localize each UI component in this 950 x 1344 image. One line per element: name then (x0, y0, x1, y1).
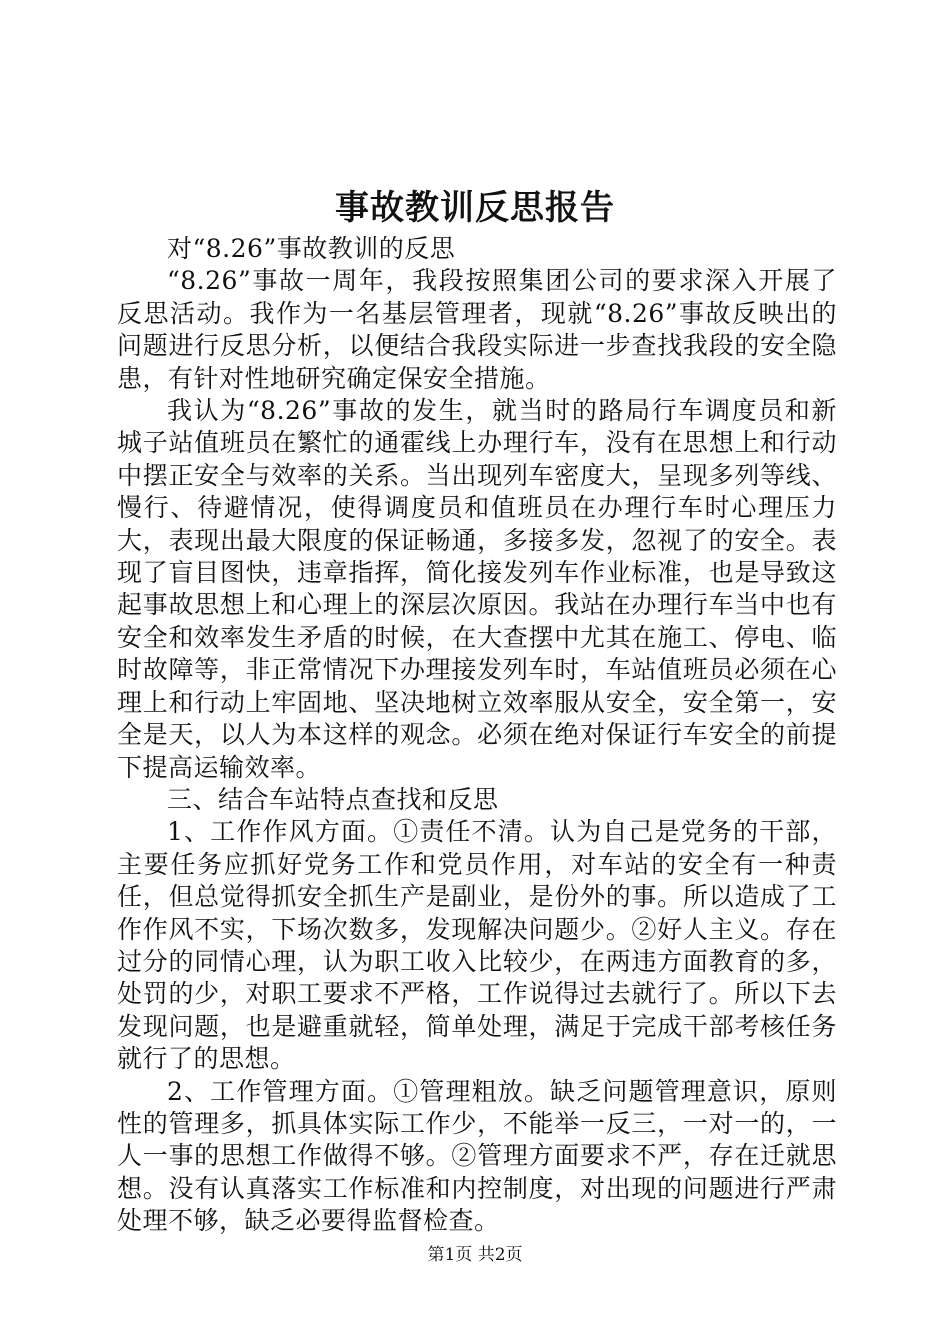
body-paragraph: “8.26”事故一周年，我段按照集团公司的要求深入开展了反思活动。我作为一名基层管理者，现就“8.26”事故反映出的问题进行反思分析，以便结合我段实际进一步查找我段的安全隐患，有针对性地研究确定保安全措施。 (117, 266, 837, 393)
page-title: 事故教训反思报告 (335, 188, 615, 228)
body-paragraph: 2、工作管理方面。①管理粗放。缺乏问题管理意识，原则性的管理多，抓具体实际工作少，不能举一反三，一对一的，一人一事的思想工作做得不够。②管理方面要求不严，存在迁就思想。没有认真落实工作标准和内控制度，对出现的问题进行严肃处理不够，缺乏必要得监督检查。 (117, 1076, 837, 1236)
body-paragraph: 1、工作作风方面。①责任不清。认为自己是党务的干部，主要任务应抓好党务工作和党员作用，对车站的安全有一种责任，但总觉得抓安全抓生产是副业，是份外的事。所以造成了工作作风不实，下场次数多，发现解决问题少。②好人主义。存在过分的同情心理，认为职工收入比较少，在两违方面教育的多，处罚的少，对职工要求不严格，工作说得过去就行了。所以下去发现问题，也是避重就轻，简单处理，满足于完成干部考核任务就行了的思想。 (117, 817, 837, 1074)
page-number-footer: 第1页 共2页 (427, 1245, 523, 1265)
subtitle-line: 对“8.26”事故教训的反思 (167, 234, 456, 263)
section-heading: 三、结合车站特点查找和反思 (167, 784, 499, 814)
body-paragraph: 我认为“8.26”事故的发生，就当时的路局行车调度员和新城子站值班员在繁忙的通霍线上办理行车，没有在思想上和行动中摆正安全与效率的关系。当出现列车密度大，呈现多列等线、慢行、待避情况，使得调度员和值班员在办理行车时心理压力大，表现出最大限度的保证畅通，多接多发，忽视了的安全。表现了盲目图快，违章指挥，简化接发列车作业标准，也是导致这起事故思想上和心理上的深层次原因。我站在办理行车当中也有安全和效率发生矛盾的时候，在大查摆中尤其在施工、停电、临时故障等，非正常情况下办理接发列车时，车站值班员必须在心理上和行动上牢固地、坚决地树立效率服从安全，安全第一，安全是天，以人为本这样的观念。必须在绝对保证行车安全的前提下提高运输效率。 (117, 396, 837, 782)
document-body (117, 233, 837, 1238)
